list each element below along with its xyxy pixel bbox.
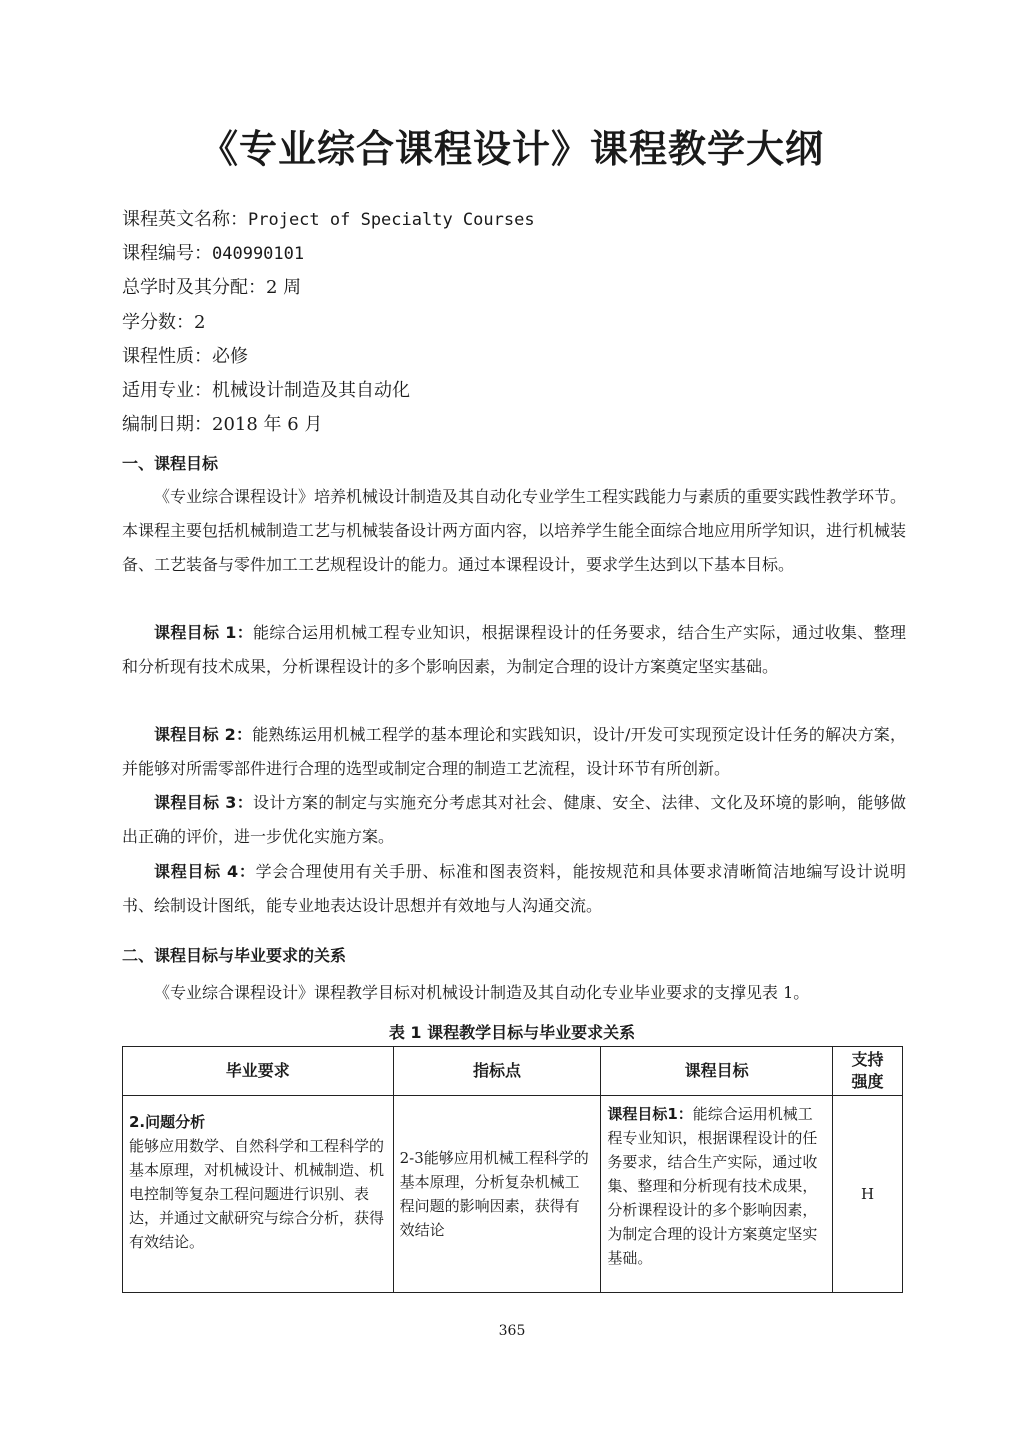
meta-label: 适用专业： <box>122 379 212 401</box>
req-text: 能够应用数学、自然科学和工程科学的基本原理，对机械设计、机械制造、机电控制等复杂工程问题进行识别、表达，并通过文献研究与综合分析，获得有效结论。 <box>129 1137 385 1251</box>
meta-value: 2018 年 6 月 <box>212 414 323 436</box>
header-course-goal: 课程目标 <box>601 1047 833 1096</box>
meta-major <box>122 374 535 408</box>
section-heading-goals: 一、课程目标 <box>122 454 219 473</box>
goal-label: 课程目标1： <box>607 1105 693 1123</box>
meta-hours <box>122 271 535 305</box>
meta-label: 编制日期： <box>122 414 212 436</box>
cell-strength: H <box>833 1096 903 1293</box>
meta-value: 2 周 <box>266 277 302 299</box>
goal-text: 能综合运用机械工程专业知识，根据课程设计的任务要求，结合生产实际，通过收集、整理和分析现有技术成果，分析课程设计的多个影响因素，为制定合理的设计方案奠定坚实基础。 <box>122 623 906 676</box>
course-goal-3 <box>122 786 906 854</box>
section-heading-relation: 二、课程目标与毕业要求的关系 <box>122 946 347 965</box>
meta-label: 总学时及其分配： <box>122 277 266 299</box>
course-meta <box>122 203 535 442</box>
meta-nature <box>122 340 535 374</box>
meta-label: 课程编号： <box>122 243 212 265</box>
course-goal-1 <box>122 616 906 684</box>
meta-label: 学分数： <box>122 311 194 333</box>
goals-intro: 《专业综合课程设计》培养机械设计制造及其自动化专业学生工程实践能力与素质的重要实践性教学环节。本课程主要包括机械制造工艺与机械装备设计两方面内容，以培养学生能全面综合地应用所学知识，进行机械装备、工艺装备与零件加工工艺规程设计的能力。通过本课程设计，要求学生达到以下基本目标。 <box>122 487 907 574</box>
meta-label: 课程英文名称： <box>122 209 248 230</box>
meta-value: 必修 <box>212 345 248 367</box>
header-strength: 支持强度 <box>833 1047 903 1096</box>
goal-text: 学会合理使用有关手册、标准和图表资料，能按规范和具体要求清晰简洁地编写设计说明书、绘制设计图纸，能专业地表达设计思想并有效地与人沟通交流。 <box>122 862 906 915</box>
cell-indicator: 2-3能够应用机械工程科学的基本原理，分析复杂机械工程问题的影响因素，获得有效结论 <box>393 1096 601 1293</box>
goal-text: 设计方案的制定与实施充分考虑其对社会、健康、安全、法律、文化及环境的影响，能够做出正确的评价，进一步优化实施方案。 <box>122 793 906 846</box>
meta-value: 机械设计制造及其自动化 <box>212 379 410 401</box>
page-title: 《专业综合课程设计》课程教学大纲 <box>199 127 824 171</box>
goal-text: 能综合运用机械工程专业知识，根据课程设计的任务要求，结合生产实际，通过收集、整理和分析现有技术成果，分析课程设计的多个影响因素，为制定合理的设计方案奠定坚实基础。 <box>607 1105 818 1267</box>
page-number: 365 <box>498 1323 526 1339</box>
course-goal-2 <box>122 718 906 786</box>
relation-intro: 《专业综合课程设计》课程教学目标对机械设计制造及其自动化专业毕业要求的支撑见表 1。 <box>154 983 810 1002</box>
meta-date <box>122 408 535 442</box>
meta-credits <box>122 306 535 340</box>
req-title: 2.问题分析 <box>129 1113 206 1131</box>
meta-label: 课程性质： <box>122 345 212 367</box>
goal-label: 课程目标 3： <box>154 793 254 812</box>
goal-label: 课程目标 4： <box>154 862 256 881</box>
cell-graduation-req <box>123 1096 394 1293</box>
table-header-row <box>123 1047 903 1096</box>
table-caption: 表 1 课程教学目标与毕业要求关系 <box>388 1023 636 1042</box>
meta-course-code <box>122 237 535 271</box>
meta-value: Project of Specialty Courses <box>248 210 535 230</box>
header-indicator: 指标点 <box>393 1047 601 1096</box>
course-goal-4 <box>122 855 906 923</box>
meta-english-name <box>122 203 535 237</box>
goal-text: 能熟练运用机械工程学的基本理论和实践知识，设计/开发可实现预定设计任务的解决方案，并能够对所需零部件进行合理的选型或制定合理的制造工艺流程，设计环节有所创新。 <box>122 725 906 778</box>
goal-label: 课程目标 1： <box>154 623 254 642</box>
meta-value: 2 <box>194 311 206 333</box>
header-graduation-req: 毕业要求 <box>123 1047 394 1096</box>
cell-course-goal <box>601 1096 833 1293</box>
goal-label: 课程目标 2： <box>154 725 253 744</box>
relation-table <box>122 1046 903 1293</box>
table-row <box>123 1096 903 1293</box>
meta-value: 040990101 <box>212 244 305 265</box>
